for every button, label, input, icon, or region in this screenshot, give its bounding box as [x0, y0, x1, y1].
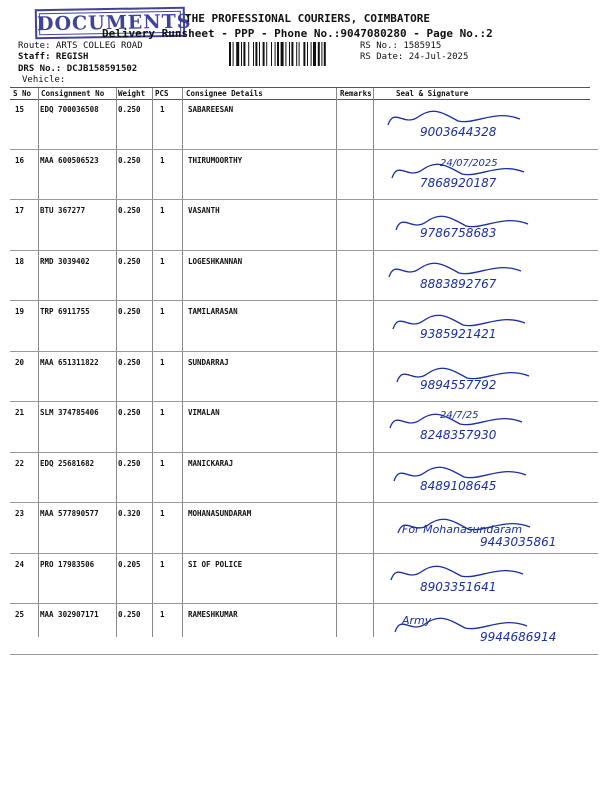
signature-area — [380, 503, 600, 554]
barcode-bar — [263, 42, 265, 66]
cell-consignment: PRO 17983506 — [40, 559, 95, 569]
signature-scribble — [380, 99, 600, 150]
cell-consignment: EDQ 25681682 — [40, 458, 95, 468]
barcode-bar — [233, 42, 234, 66]
table-row — [10, 604, 598, 655]
cell-consignee: RAMESHKUMAR — [188, 610, 238, 619]
cell-consignee: VASANTH — [188, 206, 220, 215]
rs-date: RS Date: 24-Jul-2025 — [360, 52, 469, 62]
signature-scribble — [380, 251, 600, 302]
barcode — [229, 42, 355, 66]
cell-sno: 20 — [15, 357, 25, 367]
header-top-rule — [10, 87, 590, 88]
barcode-bar — [307, 42, 308, 66]
barcode-bar — [303, 42, 305, 66]
cell-pcs: 1 — [160, 458, 165, 468]
signature-phone: 8883892767 — [420, 276, 497, 291]
cell-consignment: BTU 367277 — [40, 206, 86, 215]
barcode-bar — [266, 42, 267, 66]
cell-sno: 24 — [15, 559, 25, 569]
signature-scribble — [380, 604, 600, 655]
cell-consignee: MANICKARAJ — [188, 458, 234, 468]
signature-phone: 9003644328 — [420, 125, 497, 139]
signature-area — [380, 150, 600, 201]
cell-pcs: 1 — [160, 206, 165, 215]
col-header-consignee: Consignee Details — [186, 89, 263, 98]
cell-weight: 0.250 — [118, 357, 141, 367]
signature-phone: 7868920187 — [420, 175, 497, 190]
cell-sno: 19 — [15, 307, 25, 316]
cell-pcs: 1 — [160, 408, 165, 417]
signature-date: 24/7/25 — [440, 410, 479, 421]
cell-consignment: RMD 3039402 — [40, 256, 90, 266]
table-row — [10, 251, 598, 302]
barcode-bar — [271, 42, 272, 66]
cell-sno: 17 — [15, 206, 25, 215]
signature-phone: 8903351641 — [420, 579, 497, 594]
row-divider — [10, 654, 598, 655]
signature-phone: 9894557792 — [420, 377, 497, 392]
cell-sno: 16 — [15, 155, 25, 165]
signature-scribble — [380, 503, 600, 554]
signature-area — [380, 99, 600, 150]
signature-scribble — [380, 352, 600, 403]
cell-consignment: MAA 577890577 — [40, 509, 99, 518]
barcode-bar — [321, 42, 322, 66]
table-row — [10, 200, 598, 251]
barcode-bar — [253, 42, 254, 66]
cell-pcs: 1 — [160, 256, 165, 266]
cell-consignee: SUNDARRAJ — [188, 357, 229, 367]
cell-sno: 18 — [15, 256, 25, 266]
barcode-bar — [285, 42, 286, 66]
barcode-bar — [277, 42, 279, 66]
cell-sno: 22 — [15, 458, 25, 468]
company-name: THE PROFESSIONAL COURIERS, COIMBATORE — [185, 12, 431, 25]
cell-consignee: THIRUMOORTHY — [188, 155, 243, 165]
cell-consignee: SABAREESAN — [188, 105, 234, 114]
signature-scribble — [380, 200, 600, 251]
signature-area — [380, 301, 600, 352]
signature-phone: 9786758683 — [420, 226, 497, 240]
col-header-remarks: Remarks — [340, 89, 372, 98]
col-header-sno: S No — [13, 89, 32, 98]
vehicle-label: Vehicle: — [22, 75, 66, 85]
cell-weight: 0.250 — [118, 610, 141, 619]
cell-pcs: 1 — [160, 559, 165, 569]
cell-pcs: 1 — [160, 307, 165, 316]
signature-area — [380, 604, 600, 655]
col-header-weight: Weight — [118, 89, 146, 98]
signature-date: 24/07/2025 — [440, 157, 498, 169]
cell-weight: 0.320 — [118, 509, 141, 518]
cell-weight: 0.250 — [118, 206, 141, 215]
signature-area — [380, 402, 600, 453]
barcode-bar — [299, 42, 300, 66]
barcode-bar — [289, 42, 290, 66]
signature-scribble — [380, 554, 600, 605]
col-header-seal: Seal & Signature — [396, 89, 469, 98]
cell-consignee: SI OF POLICE — [188, 559, 243, 569]
signature-phone: 8489108645 — [420, 478, 497, 493]
barcode-bar — [296, 42, 297, 66]
signature-scribble — [380, 453, 600, 504]
cell-sno: 25 — [15, 610, 25, 619]
cell-weight: 0.250 — [118, 256, 141, 266]
table-row — [10, 402, 598, 453]
table-row — [10, 150, 598, 201]
signature-phone: 9385921421 — [420, 327, 497, 341]
signature-note: Army — [402, 614, 432, 627]
signature-area — [380, 251, 600, 302]
cell-pcs: 1 — [160, 509, 165, 518]
signature-area — [380, 200, 600, 251]
signature-scribble — [380, 150, 600, 201]
cell-weight: 0.250 — [118, 307, 141, 316]
cell-consignment: EDQ 700036508 — [40, 105, 99, 114]
signature-phone: 9944686914 — [480, 630, 557, 644]
cell-pcs: 1 — [160, 155, 165, 165]
signature-phone: 9443035861 — [480, 535, 557, 549]
cell-sno: 21 — [15, 408, 25, 417]
signature-note: For Mohanasundaram — [402, 523, 523, 536]
cell-sno: 15 — [15, 105, 25, 114]
table-row — [10, 554, 598, 605]
barcode-bar — [255, 42, 257, 66]
barcode-bar — [311, 42, 312, 66]
table-row — [10, 352, 598, 403]
cell-consignment: TRP 6911755 — [40, 307, 90, 316]
drs-number: DRS No.: DCJB158591502 — [18, 64, 138, 74]
cell-weight: 0.205 — [118, 559, 141, 569]
signature-phone: 8248357930 — [420, 428, 497, 442]
table-row — [10, 99, 598, 150]
barcode-bar — [275, 42, 276, 66]
signature-area — [380, 554, 600, 605]
cell-weight: 0.250 — [118, 458, 141, 468]
runsheet-title: Delivery Runsheet - PPP - Phone No.:9047080280 - Page No.:2 — [102, 27, 493, 40]
barcode-bar — [259, 42, 260, 66]
cell-consignment: MAA 600506523 — [40, 155, 99, 165]
cell-pcs: 1 — [160, 105, 165, 114]
barcode-bar — [248, 42, 249, 66]
cell-pcs: 1 — [160, 610, 165, 619]
cell-weight: 0.250 — [118, 408, 141, 417]
col-header-consignment: Consignment No — [41, 89, 105, 98]
table-row — [10, 503, 598, 554]
cell-consignee: VIMALAN — [188, 408, 220, 417]
col-header-pcs: PCS — [155, 89, 169, 98]
barcode-bar — [313, 42, 316, 66]
barcode-bar — [324, 42, 326, 66]
cell-consignment: SLM 374785406 — [40, 408, 99, 417]
staff-label: Staff: REGISH — [18, 52, 89, 62]
signature-area — [380, 453, 600, 504]
cell-consignee: LOGESHKANNAN — [188, 256, 243, 266]
cell-pcs: 1 — [160, 357, 165, 367]
cell-consignee: TAMILARASAN — [188, 307, 238, 316]
documents-stamp: DOCUMENTS — [35, 7, 186, 40]
table-row — [10, 453, 598, 504]
barcode-bar — [291, 42, 293, 66]
signature-area — [380, 352, 600, 403]
cell-sno: 23 — [15, 509, 25, 518]
barcode-bar — [229, 42, 231, 66]
signature-scribble — [380, 301, 600, 352]
signature-scribble — [380, 402, 600, 453]
cell-consignment: MAA 651311822 — [40, 357, 99, 367]
cell-weight: 0.250 — [118, 105, 141, 114]
barcode-bar — [241, 42, 242, 66]
route-label: Route: ARTS COLLEG ROAD — [18, 41, 143, 51]
barcode-bar — [243, 42, 245, 66]
rs-number: RS No.: 1585915 — [360, 41, 442, 51]
cell-consignee: MOHANASUNDARAM — [188, 509, 252, 518]
table-row — [10, 301, 598, 352]
cell-weight: 0.250 — [118, 155, 141, 165]
barcode-bar — [236, 42, 239, 66]
barcode-bar — [318, 42, 320, 66]
cell-consignment: MAA 302907171 — [40, 610, 99, 619]
barcode-bar — [281, 42, 284, 66]
